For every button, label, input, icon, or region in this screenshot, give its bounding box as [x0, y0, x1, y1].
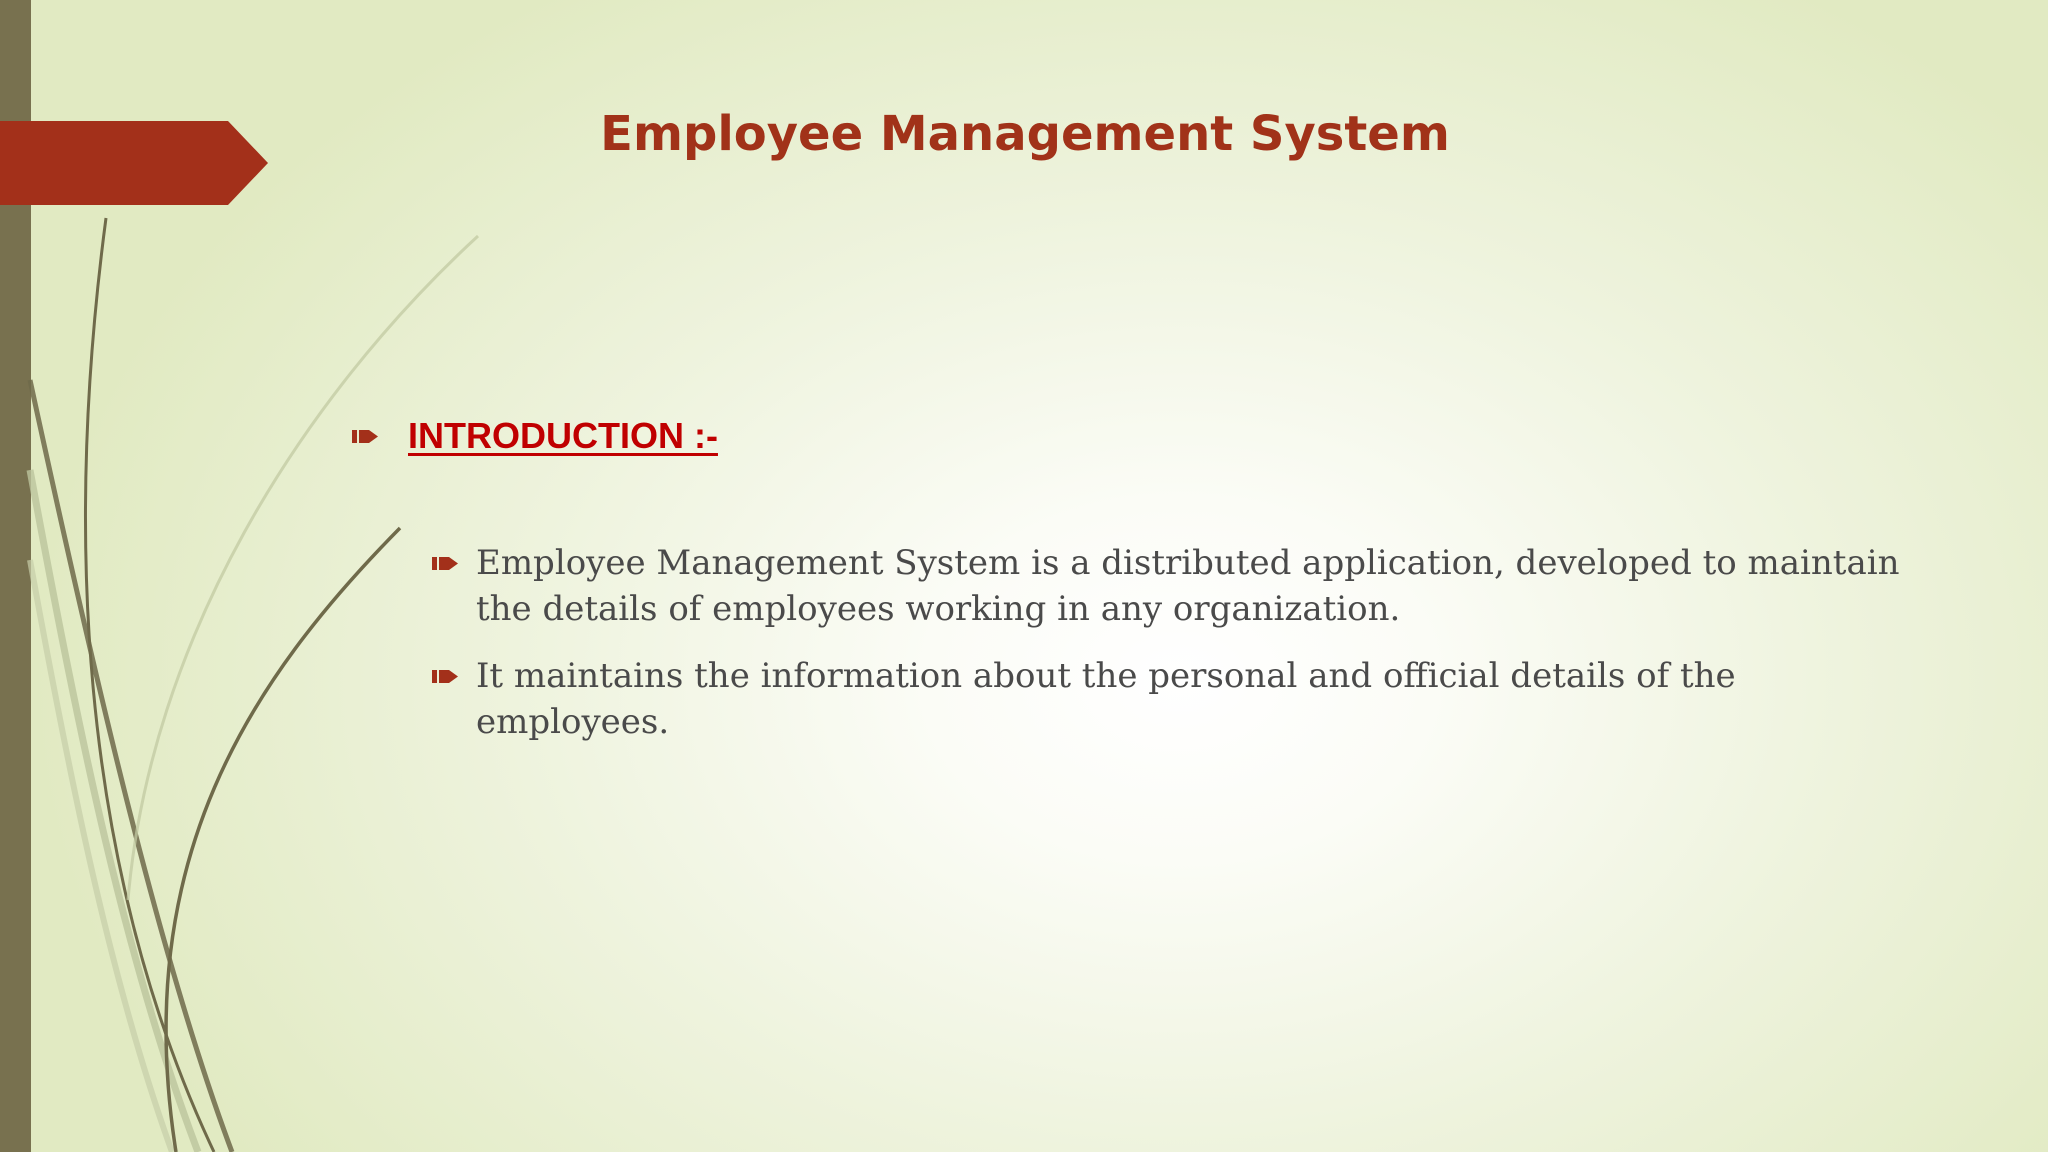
- arrow-bullet-icon: [432, 555, 458, 572]
- arrow-bullet-icon: [352, 428, 378, 445]
- slide-title: Employee Management System: [600, 106, 1450, 162]
- title-banner-arrow: [0, 121, 268, 205]
- intro-heading: INTRODUCTION :-: [408, 415, 718, 456]
- bullet-item: [430, 653, 1930, 745]
- bullet-text: It maintains the information about the personal and official details of the employees.: [476, 656, 1736, 742]
- bullet-item: [430, 540, 1930, 632]
- intro-heading-row: [352, 412, 718, 460]
- bullet-list: [430, 540, 1930, 766]
- bullet-text: Employee Management System is a distributed application, developed to maintain the details of employees working in any organization.: [476, 543, 1900, 629]
- arrow-bullet-icon: [432, 668, 458, 685]
